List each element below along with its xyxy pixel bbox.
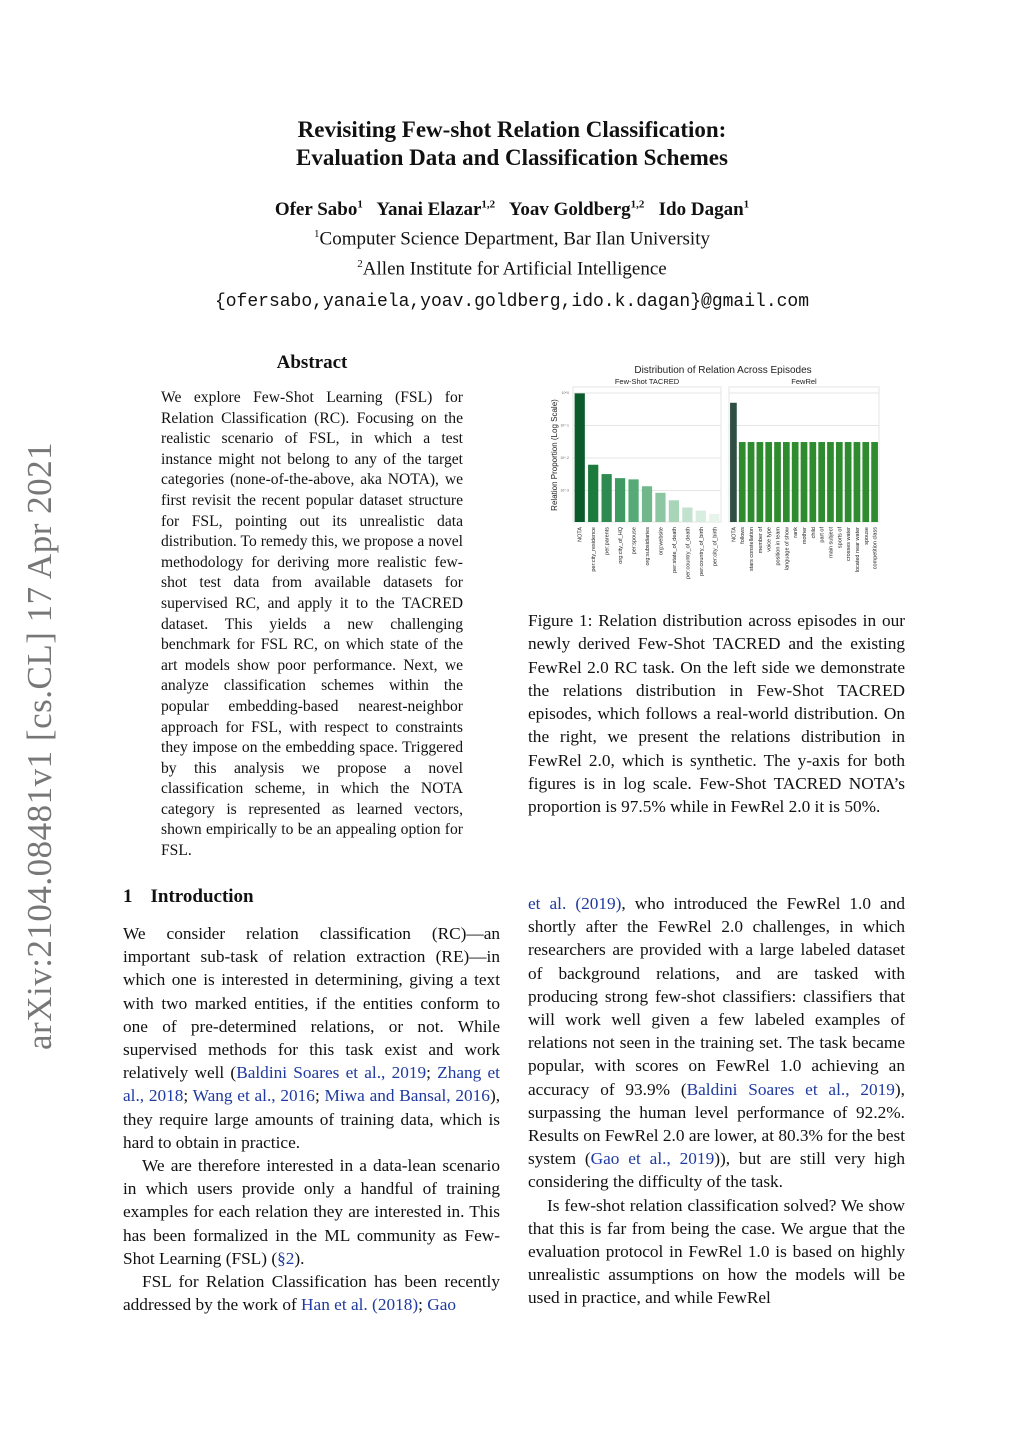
x-tick-label: located near water [854, 527, 861, 573]
bar-crosses-water [845, 442, 852, 522]
paper-title [0, 116, 1024, 172]
x-tick-label: stars constellation [749, 527, 756, 572]
author: Ofer Sabo$^1$ [274, 199, 363, 221]
bar-org-subsidiaries [642, 486, 652, 522]
bar-child [809, 442, 816, 522]
bar-per-country-of-birth [696, 511, 706, 522]
citation-link[interactable]: Wang et al., 2016 [192, 1086, 315, 1106]
x-tick-label: main subject [828, 527, 835, 558]
x-tick-label: NOTA [731, 527, 738, 542]
bar-member-of [757, 442, 764, 522]
paragraph-text: FSL for Relation Classification has been recently addressed by the work of [123, 1272, 500, 1315]
x-tick-label: rank [793, 527, 800, 538]
panel-title: Few-Shot TACRED [614, 377, 680, 386]
paragraph-text: ; [426, 1063, 438, 1083]
x-tick-label: member of [757, 527, 764, 554]
bar-competition-class [871, 442, 878, 522]
citation-link[interactable]: Miwa and Bansal, 2016 [324, 1086, 490, 1106]
x-tick-label: NOTA [577, 527, 584, 542]
x-tick-label: language of show [784, 527, 791, 571]
bar-stars-constellation [748, 442, 755, 522]
x-tick-label: spouse [863, 527, 870, 545]
citation-link[interactable]: §2 [277, 1248, 295, 1268]
paragraph [528, 1194, 905, 1310]
x-tick-label: sports of [837, 527, 844, 549]
chart-title: Distribution of Relation Across Episodes [634, 365, 812, 376]
paragraph-text: ; [183, 1086, 193, 1106]
x-tick-label: position in team [775, 527, 782, 566]
x-tick-label: per:spouse [631, 527, 638, 555]
figure-1-chart [545, 360, 890, 595]
bar-follows [739, 442, 746, 522]
citation-link[interactable]: et al. (2019) [528, 894, 622, 913]
title-line-1: Revisiting Few-shot Relation Classification: [297, 117, 727, 142]
paragraph-text: )), but are still very high considering the difficulty of the task. [528, 1149, 905, 1192]
abstract-text: We explore Few-Shot Learning (FSL) for Relation Classification (RC). Focusing on the realistic scenario of FSL, in which a test instance might not belong to any of the target categories (none-of-the-above, aka NOTA), we first revisit the recent popular dataset structure for FSL, pointing out its unrealistic data distribution. To remedy this, we propose a novel methodology for deriving more realistic few-shot test data from available datasets for supervised RC, and apply it to the TACRED dataset. This yields a new challenging benchmark for FSL RC, on which state of the art models show poor performance. Next, we analyze classification schemes within the popular embedding-based nearest-neighbor approach for FSL, with respect to constraints they impose on the embedding space. Triggered by this analysis we propose a novel classification scheme, in which the NOTA category is represented as learned vectors, shown empirically to be an appealing option for FSL. [161, 389, 463, 860]
paragraph-text: We are therefore interested in a data-lean scenario in which users provide only a handful of training examples for each relation they are interested in. This has been formalized in the ML community as Few-Shot Learning (FSL) ( [123, 1156, 500, 1268]
bar-located-near-water [854, 442, 861, 522]
x-tick-label: per:city_of_birth [712, 527, 719, 567]
y-tick-label: 10^-3 [560, 488, 569, 493]
x-tick-label: per:country_of_birth [698, 527, 705, 576]
bar-per-city-of-birth [709, 514, 719, 522]
bar-nota [575, 393, 585, 522]
bar-spouse [862, 442, 869, 522]
figure-caption: Figure 1: Relation distribution across episodes in our newly derived Few-Shot TACRED and the existing FewRel 2.0 RC task. On the left side we demonstrate the relations distribution in Few-Shot TACRED episodes, which follows a real-world distribution. On the right, we present the relations distribution in FewRel 2.0, which is synthetic. The y-axis for both figures is in log scale. Few-Shot TACRED NOTA’s proportion is 97.5% while in FewRel 2.0 it is 50%. [528, 611, 905, 817]
left-column-text [123, 922, 500, 1316]
paragraph-text: ), they require large amounts of training data, which is hard to obtain in practice. [123, 1086, 501, 1152]
x-tick-label: mother [802, 527, 808, 545]
paragraph-text: ; [418, 1295, 428, 1315]
x-tick-label: per:parents [604, 527, 611, 555]
x-tick-label: per:state_of_death [671, 527, 678, 573]
paragraph [528, 892, 905, 1194]
abstract-heading: Abstract [276, 352, 348, 373]
y-tick-label: 10^0 [561, 391, 569, 395]
bar-mother [801, 442, 808, 522]
paragraph-text: ; [314, 1086, 325, 1106]
affiliation: $^1$Computer Science Department, Bar Ilan University [314, 228, 710, 250]
paragraph-text: ), surpassing the human level performance of 92.2%. Results on FewRel 2.0 are lower, at 80.3% for the best system ( [528, 1079, 906, 1169]
bar-org-website [655, 493, 665, 522]
bar-rank [792, 442, 799, 522]
title-line-2: Evaluation Data and Classification Schemes [296, 145, 728, 170]
author: Ido Dagan$^1$ [658, 199, 750, 221]
affiliation: $^2$Allen Institute for Artificial Intelligence [357, 257, 667, 279]
bar-per-spouse [628, 479, 638, 522]
citation-link[interactable]: Baldini Soares et al., 2019 [686, 1079, 895, 1099]
bar-org-city-of-hq [615, 478, 625, 522]
bar-per-state-of-death [669, 500, 679, 522]
x-tick-label: org:subsidiaries [645, 527, 651, 566]
x-tick-label: org:website [658, 527, 665, 556]
author-emails: {ofersabo,yanaiela,yoav.goldberg,ido.k.dagan}@gmail.com [214, 292, 810, 312]
bar-nota [730, 403, 737, 522]
bar-sports-of [836, 442, 843, 522]
author: Yoav Goldberg$^{1,2}$ [508, 199, 645, 221]
x-tick-label: voice type [766, 527, 773, 552]
bar-part-of [818, 442, 825, 522]
y-axis-label: Relation Proportion (Log Scale) [550, 399, 559, 511]
citation-link[interactable]: Baldini Soares et al., 2019 [236, 1063, 427, 1083]
x-tick-label: follows [740, 527, 747, 544]
x-tick-label: crosses water [846, 527, 853, 561]
x-tick-label: child [810, 527, 817, 539]
citation-link[interactable]: Gao et al., 2019 [590, 1149, 715, 1169]
paragraph-text: Is few-shot relation classification solved? We show that this is far from being the case. We argue that the evaluation protocol in FewRel 1.0 is based on highly unrealistic assumptions on how the models will be used in practice, and while FewRel [528, 1195, 905, 1308]
x-tick-label: per:city_residence [591, 527, 598, 572]
paragraph-text: We consider relation classification (RC)—an important sub-task of relation extraction (RE)—in which one is interested in determining, giving a text with two marked entities, if the entities conform to one of pre-determined relations, or not. While supervised methods for this task exist and work relatively well ( [123, 924, 500, 1083]
author-block [0, 193, 1024, 281]
bar-per-country-of-death [682, 507, 692, 522]
x-tick-label: competition class [872, 527, 879, 570]
x-tick-label: per:country_of_death [685, 527, 692, 579]
right-column-text [528, 892, 905, 1310]
author: Yanai Elazar$^{1,2}$ [376, 199, 496, 221]
paragraph-text: ). [294, 1248, 305, 1268]
panel-title: FewRel [791, 377, 817, 386]
x-tick-label: org:city_of_HQ [618, 527, 625, 564]
paragraph [123, 922, 500, 1154]
x-tick-label: part of [819, 527, 826, 543]
paragraph [123, 1154, 500, 1270]
section-heading: 1 Introduction [123, 886, 254, 907]
paragraph-text: , who introduced the FewRel 1.0 and shortly after the FewRel 2.0 challenges, in which researchers are provided with a large labeled dataset of background relations, and are tasked with producing strong few-shot classifiers: classifiers that will work well given a few labeled examples of relations not seen in the training set. The task became popular, with scores on FewRel 1.0 achieving an accuracy of 93.9% ( [528, 894, 905, 1099]
bar-position-in-team [774, 442, 781, 522]
y-tick-label: 10^-2 [560, 456, 569, 460]
arxiv-identifier: arXiv:2104.08481v1 [cs.CL] 17 Apr 2021 [20, 441, 59, 1050]
y-tick-label: 10^-1 [560, 423, 569, 428]
bar-language-of-show [783, 442, 790, 522]
bar-per-parents [602, 474, 612, 522]
bar-voice-type [765, 442, 772, 522]
citation-link[interactable]: Han et al. (2018) [301, 1295, 419, 1315]
paragraph [123, 1270, 500, 1316]
citation-link[interactable]: Gao [427, 1295, 457, 1315]
bar-per-city-residence [588, 465, 598, 522]
bar-main-subject [827, 442, 834, 522]
citation-link[interactable]: Zhang et al., 2018 [123, 1063, 500, 1106]
